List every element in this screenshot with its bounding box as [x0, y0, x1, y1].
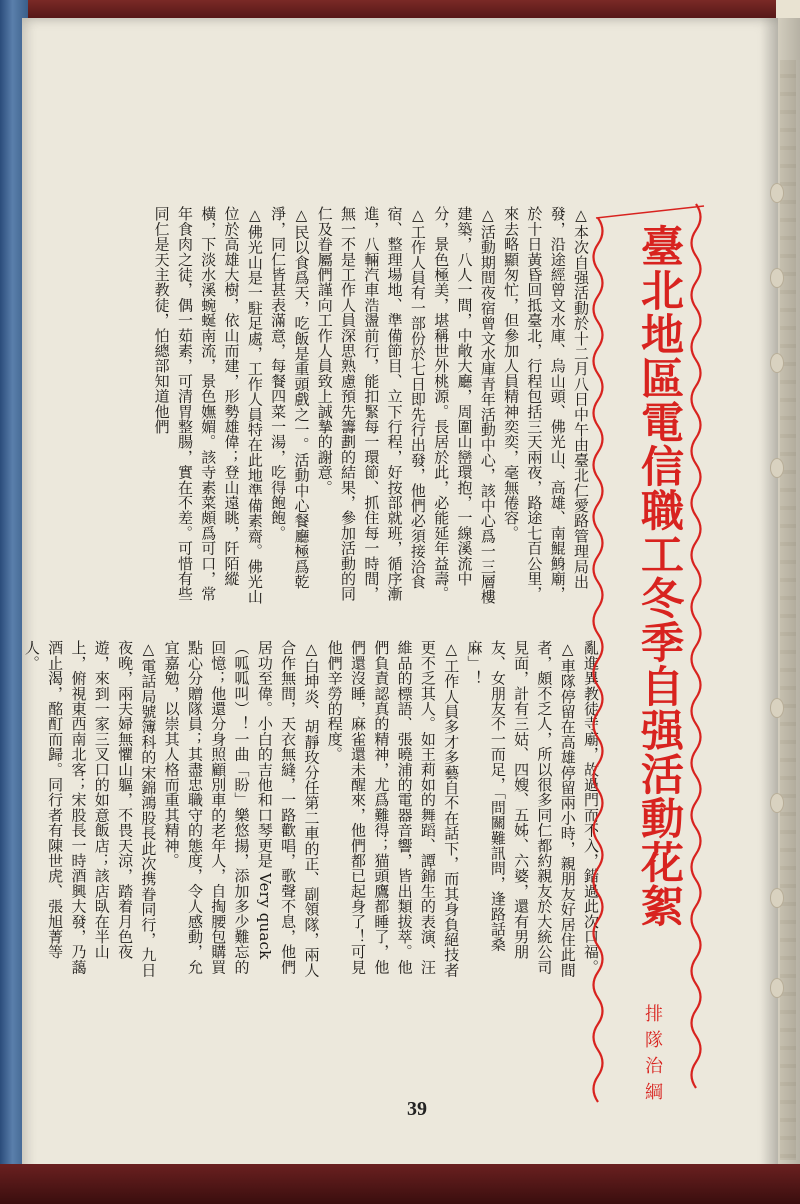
- book-binding-bottom: [0, 1164, 800, 1204]
- magazine-page: [22, 18, 778, 1182]
- binding-stitch: [770, 458, 784, 478]
- paragraph: △電話局號簿科的宋錦鴻股長此次携眷同行，九日夜晚，兩夫婦無懼山軀，不畏天涼，踏着月色夜遊，來到一家三叉口的如意飯店；該店臥在半山上，俯視東西南北客；宋股長一時酒興大發，乃藹酒止渴，酩酊而歸。同行者有陳世虎、張旭菁等人。: [22, 640, 158, 978]
- binding-stitch: [770, 888, 784, 908]
- article-title: 臺北地區電信職工冬季自强活動花絮: [634, 224, 684, 928]
- binding-stitch: [770, 698, 784, 718]
- binding-stitch: [770, 268, 784, 288]
- binding-stitch: [770, 978, 784, 998]
- article-body-upper: [80, 206, 592, 616]
- binding-stitch: [770, 793, 784, 813]
- binding-stitch: [770, 183, 784, 203]
- article-byline: 排隊治綱: [642, 1004, 663, 1108]
- paragraph: △民以食爲天，吃飯是重頭戲之一。活動中心餐廳極爲乾淨，同仁皆甚表滿意，每餐四菜一湯，吃得飽飽。: [269, 206, 311, 589]
- paragraph: △本次自强活動於十二月八日中午由臺北仁愛路管理局出發，沿途經曾文水庫、烏山頭、佛光山、高雄、南鯤鯓廟，於十日黃昏回抵臺北，行程包括三天兩夜，路途七百公里，來去略顯匆忙，但參加人員精神奕奕，毫無倦容。: [502, 206, 590, 602]
- binding-stitch: [770, 353, 784, 373]
- paragraph: △車隊停留在高雄停留兩小時，親朋友好居住此間者，頗不乏人，所以很多同仁都約親友於大統公司見面，計有三姑、四嫂、五姊、六婆，還有男朋友、女朋友不一而足，「問關難訊問，逢路話桑麻」！: [465, 640, 577, 978]
- paragraph: 亂進異教徒寺廟，故過門而不入，錯過此次口福。: [582, 640, 600, 975]
- article-body-lower: [22, 640, 602, 978]
- paragraph: △活動期間夜宿曾文水庫青年活動中心，該中心爲一三層樓建築，八人一間，中敞大廳，周圍山巒環抱，一線溪流中分，景色極美，堪稱世外桃源。長居於此，必能延年益壽。: [432, 206, 497, 605]
- paragraph: △工作人員多才多藝自不在話下，而其身負絕技者更不乏其人。如王莉如的舞蹈、譚錦生的表演、汪維品的標語、張曉浦的電器音響，皆出類拔萃。他們負責認真的精神，尤爲難得；猫頭鷹都睡了，他們還沒睡，麻雀還未醒來，他們都已起身了！可見他們辛勞的程度。: [325, 640, 461, 978]
- paragraph: △白坤炎、胡靜玫分任第二車的正、副領隊，兩人合作無間，天衣無縫，一路歡唱，歌聲不息，他們居功至偉。小白的吉他和口琴更是 Very quack（呱呱叫）！一曲「盼」樂悠揚，添加多少難忘的回憶；他還分身照顧別車的老年人，自掏腰包購買點心分贈隊員；其盡忠職守的態度，令人感動，允宜嘉勉，以崇其人格而重其精神。: [162, 640, 321, 978]
- paragraph: △佛光山是一駐足處，工作人員特在此地準備素齋。佛光山位於高雄大樹，依山而建，形勢雄偉；登山遠眺，阡陌縱橫，下淡水溪蜿蜒南流，景色嫵媚。該寺素菜頗爲可口，常年食肉之徒，偶一茹素，可清胃整腸，實在不差。可惜有些同仁是天主教徒，怕總部知道他們: [152, 206, 264, 605]
- title-banner: [582, 198, 712, 1108]
- paragraph: △工作人員有一部份於七日即先行出發，他們必須接洽食宿、整理場地、準備節目、立下行程，好按部就班，循序漸進，八輛汽車浩盪前行，能扣緊每一環節、抓住每一時間，無一不是工作人員深思熟慮預先籌劃的結果，參加活動的同仁及眷屬們謹向工作人員致上誠摯的謝意。: [315, 206, 427, 602]
- page-number: 39: [407, 1098, 427, 1120]
